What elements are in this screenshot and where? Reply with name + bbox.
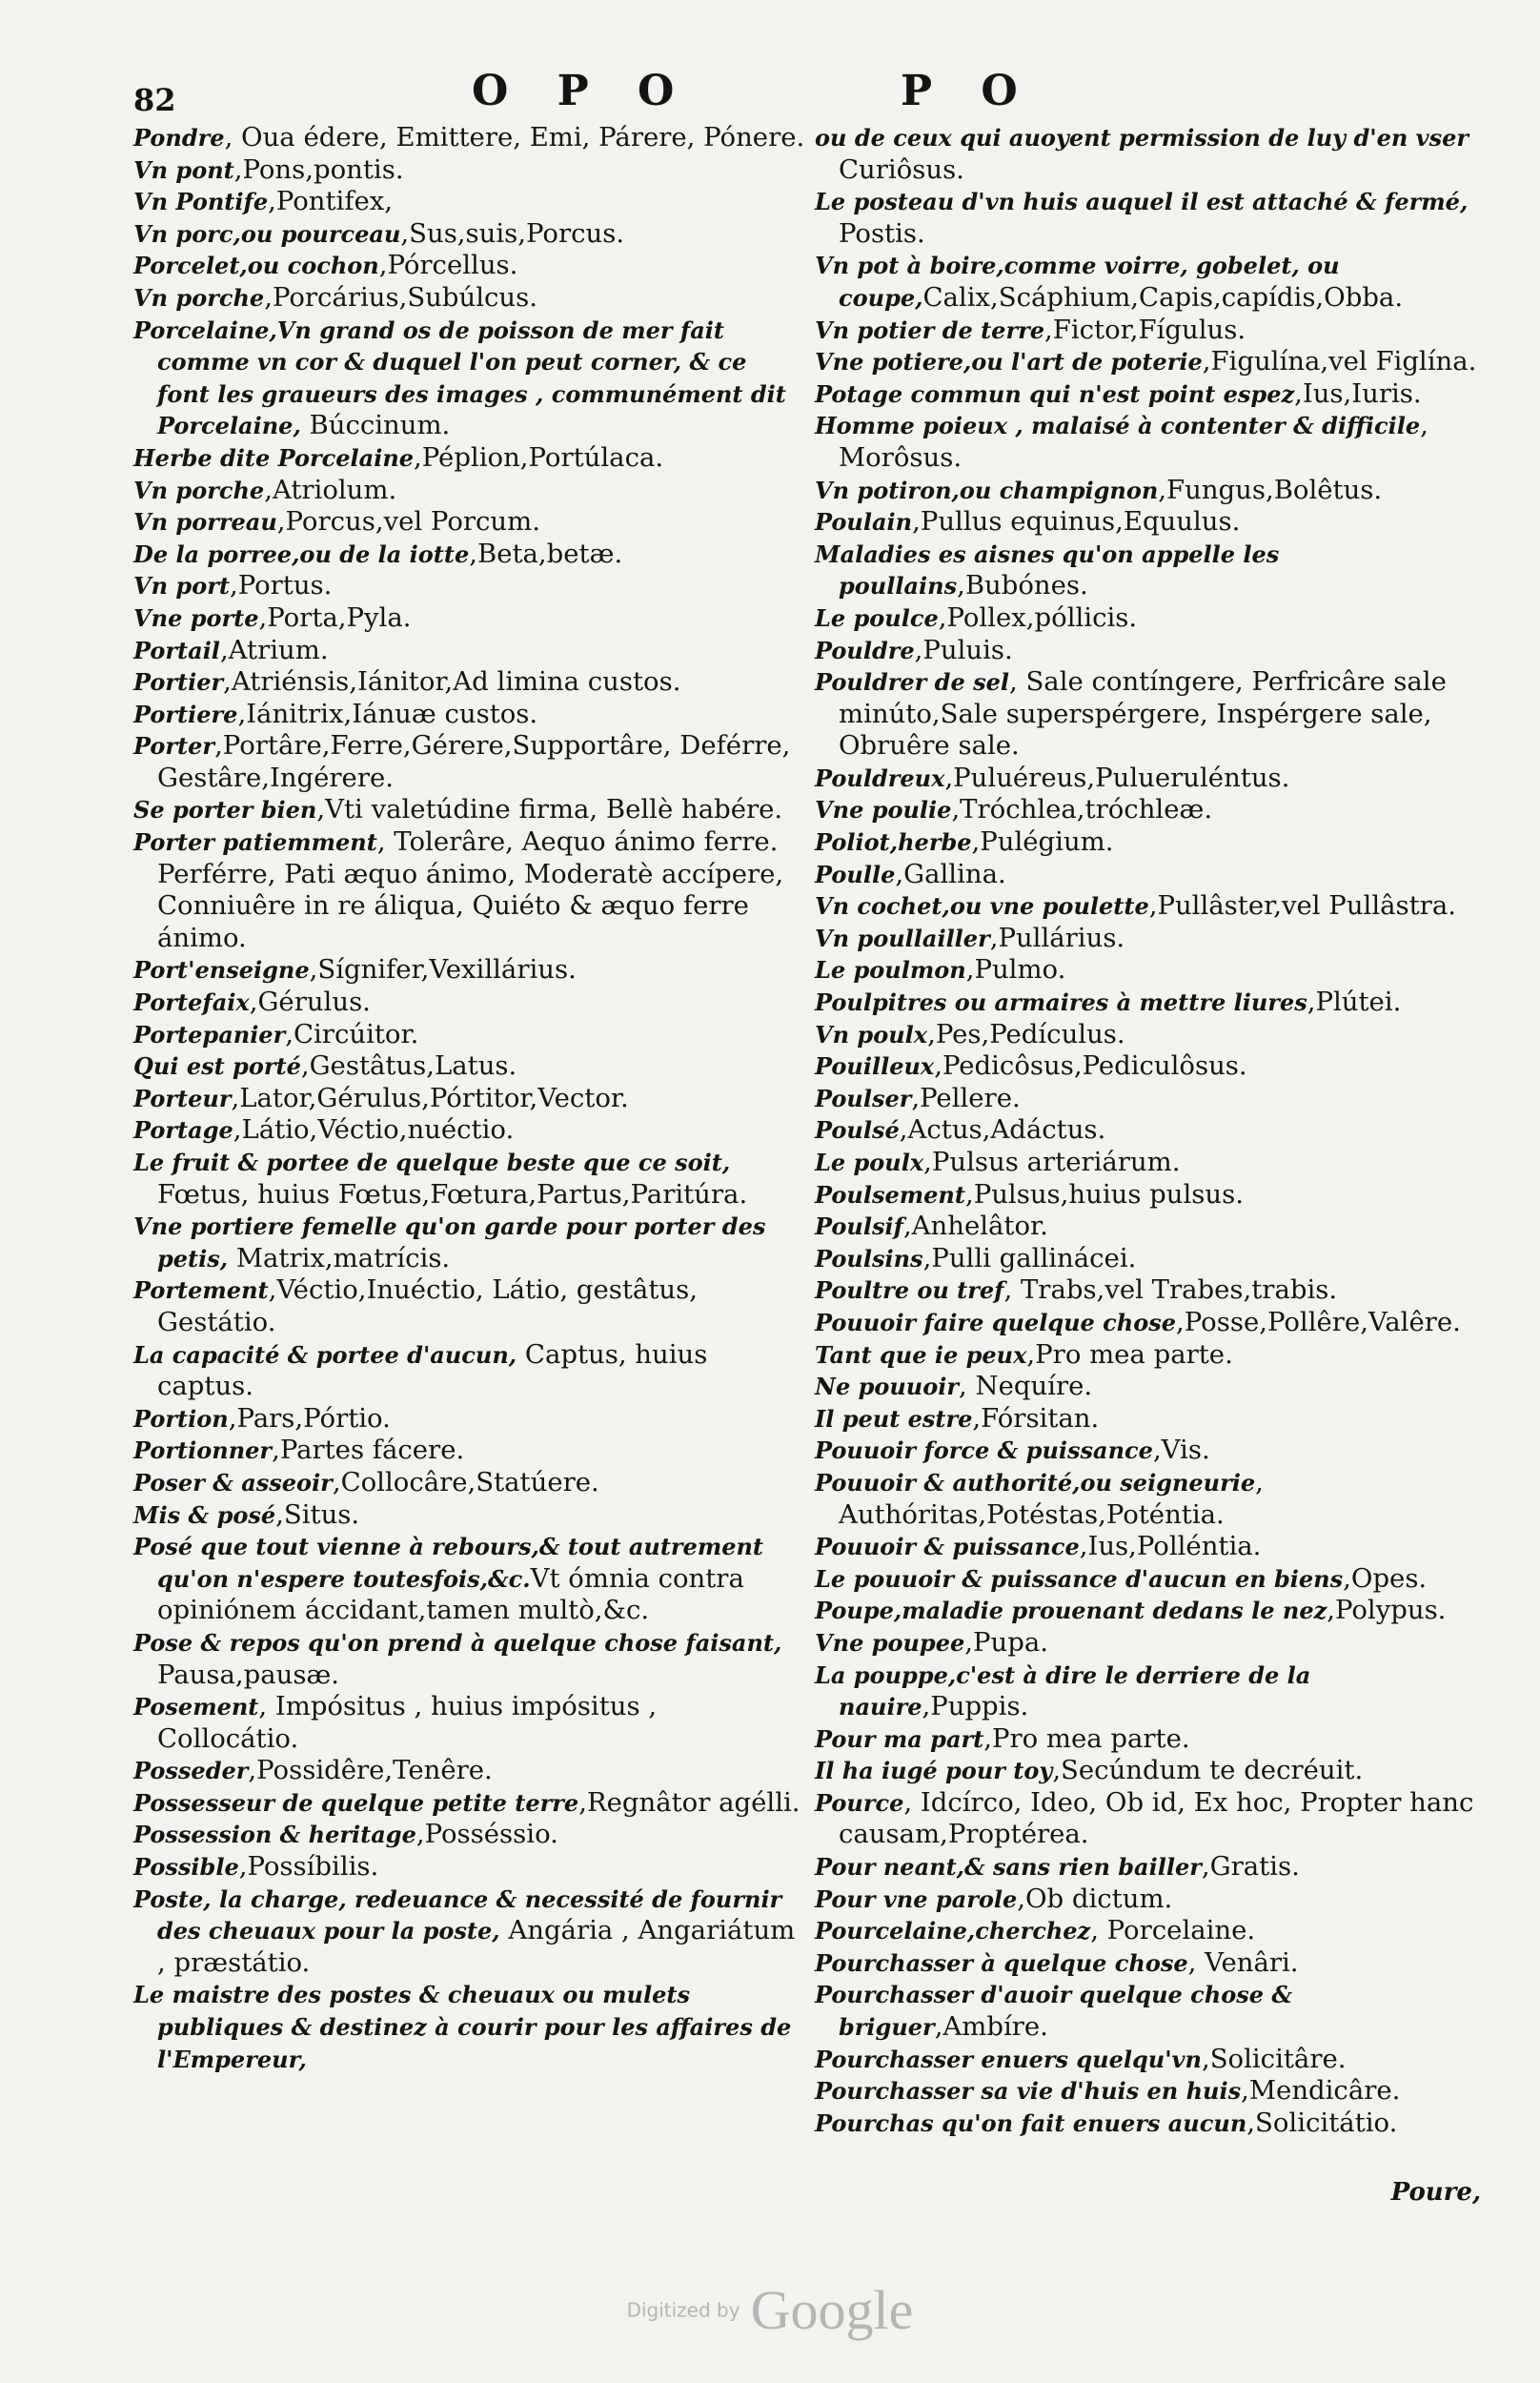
dictionary-entry [815, 923, 1491, 955]
entry-definition: , Porcelaine. [1090, 1915, 1256, 1946]
entry-headword: Vn poulx [815, 1020, 928, 1049]
entry-definition: Vt ómnia contra opiniónem áccidant,tamen multò,&c. [157, 1562, 744, 1626]
dictionary-entry [815, 859, 1491, 891]
entry-headword: Vn pot à boire,comme voirre, gobelet, ou coupe, [815, 252, 1340, 312]
entry-definition: Fœtus, huius Fœtus,Fœtura,Partus,Paritúra. [157, 1178, 748, 1210]
entry-headword: Vne poupee [815, 1628, 965, 1657]
dictionary-entry [815, 315, 1491, 347]
dictionary-entry [133, 794, 805, 826]
entry-headword: Poulsement [815, 1180, 965, 1209]
entry-definition: ,Pullus equinus,Equulus. [912, 506, 1241, 538]
dictionary-entry [815, 1211, 1491, 1243]
entry-definition: ,Pro mea parte. [1026, 1338, 1233, 1370]
entry-headword: Vn potiron,ou champignon [815, 476, 1159, 504]
entry-headword: Pouuoir & authorité,ou seigneurie [815, 1468, 1256, 1497]
entry-headword: Vn poullailler [815, 924, 990, 952]
entry-definition: ,Polypus. [1327, 1595, 1447, 1626]
dictionary-entry [133, 1274, 805, 1338]
dictionary-entry [815, 2108, 1491, 2140]
dictionary-entry [815, 1083, 1491, 1115]
entry-definition: ,Solicitâre. [1201, 2043, 1347, 2074]
entry-definition: ,Gestâtus,Latus. [300, 1050, 517, 1082]
dictionary-entry [133, 1851, 805, 1884]
entry-headword: Vn pont [133, 155, 234, 184]
dictionary-entry [815, 602, 1491, 635]
dictionary-entry [133, 1467, 805, 1499]
entry-headword: Le fruit & portee de quelque beste que ce soit, [133, 1149, 731, 1176]
entry-definition: ,Porcus,vel Porcum. [276, 506, 540, 538]
entry-definition: ,Iánitrix,Iánuæ custos. [237, 698, 538, 729]
left-column [133, 122, 805, 2075]
dictionary-entry [133, 218, 805, 251]
entry-headword: Porter patiemment [133, 828, 377, 857]
dictionary-entry [133, 1339, 805, 1403]
entry-headword: Posé que tout vienne à rebours,& tout autrement qu'on n'espere toutesfois,&c. [133, 1533, 764, 1593]
entry-headword: Poulsé [815, 1116, 900, 1145]
dictionary-entry [133, 1884, 805, 1980]
dictionary-entry [815, 666, 1491, 763]
dictionary-entry [133, 186, 805, 218]
entry-definition: , Idcírco, Ideo, Ob id, Ex hoc, Propter hanc causam,Proptérea. [839, 1786, 1474, 1850]
entry-definition: ,Secúndum te decréuit. [1052, 1755, 1364, 1786]
entry-headword: Pourchas qu'on fait enuers aucun [815, 2108, 1247, 2137]
entry-definition: ,Porta,Pyla. [258, 601, 412, 633]
dictionary-entry [815, 1467, 1491, 1531]
entry-definition: Matrix,matrícis. [228, 1242, 451, 1273]
entry-definition: ,Gallina. [895, 858, 1006, 889]
entry-definition: ,Pontifex, [268, 186, 394, 217]
entry-definition: ,Opes. [1343, 1562, 1428, 1594]
entry-definition: ,Ambíre. [934, 2011, 1048, 2043]
entry-definition: ,Pars,Pórtio. [228, 1402, 391, 1434]
entry-definition: ,Pollex,póllicis. [938, 601, 1138, 633]
dictionary-entry [815, 410, 1491, 474]
dictionary-entry [815, 763, 1491, 795]
entry-definition: , Venâri. [1187, 1946, 1299, 1978]
dictionary-entry [815, 250, 1491, 314]
entry-definition: , Nequíre. [959, 1371, 1093, 1402]
entry-headword: Portier [133, 668, 224, 697]
entry-headword: Pourchasser sa vie d'huis en huis [815, 2077, 1242, 2106]
entry-headword: Vn porc,ou pourceau [133, 219, 401, 248]
dictionary-entry [133, 987, 805, 1019]
entry-headword: Porteur [133, 1084, 232, 1112]
dictionary-entry [815, 1595, 1491, 1627]
entry-definition: ,Véctio,Inuéctio, Látio, gestâtus, Gestátio. [157, 1274, 698, 1337]
dictionary-entry [815, 475, 1491, 507]
entry-headword: Pouuoir faire quelque chose [815, 1308, 1177, 1336]
entry-definition: ,Portus. [229, 570, 333, 601]
dictionary-entry [815, 378, 1491, 411]
entry-definition: Calix,Scáphium,Capis,capídis,Obba. [922, 281, 1404, 313]
dictionary-entry [815, 1179, 1491, 1212]
entry-definition: , Morôsus. [839, 410, 1429, 473]
entry-definition: ,Fórsitan. [972, 1402, 1100, 1434]
entry-definition: ,Pulégium. [971, 826, 1114, 858]
entry-definition: ,Pupa. [964, 1626, 1048, 1658]
entry-definition: ,Pes,Pedículus. [927, 1018, 1125, 1049]
entry-headword: Pouilleux [815, 1052, 935, 1081]
dictionary-entry [133, 666, 805, 699]
dictionary-entry [815, 1563, 1491, 1596]
entry-headword: Poliot,herbe [815, 828, 972, 857]
entry-definition: ,Collocâre,Statúere. [332, 1466, 599, 1497]
entry-definition: , Sale contíngere, Perfricâre sale minúto,Sale superspérgere, Inspérgere sale, Obruêre sale. [839, 666, 1447, 762]
entry-headword: Vn port [133, 572, 230, 601]
entry-definition: ,Lator,Gérulus,Pórtitor,Vector. [231, 1082, 629, 1113]
entry-definition: ,Pullárius. [989, 922, 1125, 953]
dictionary-entry [815, 1307, 1491, 1339]
dictionary-entry [815, 1947, 1491, 1980]
dictionary-entry [815, 1884, 1491, 1916]
entry-definition: ,Pulsus,huius pulsus. [964, 1178, 1244, 1210]
entry-headword: Homme poieux , malaisé à contenter & difficile [815, 412, 1421, 440]
entry-headword: Pouldre [815, 636, 915, 664]
entry-definition: ,Ius,Iuris. [1294, 377, 1422, 409]
entry-definition: ,Atriénsis,Iánitor,Ad limina custos. [223, 666, 681, 698]
dictionary-entry [133, 1691, 805, 1755]
running-head-left: O P O [472, 67, 692, 115]
entry-headword: Pourcelaine,cherchez [815, 1917, 1091, 1945]
entry-headword: Vne poulie [815, 796, 952, 825]
digitization-footer [0, 2278, 1540, 2342]
entry-headword: Qui est porté [133, 1052, 301, 1081]
dictionary-entry [815, 2044, 1491, 2076]
entry-headword: Posement [133, 1693, 259, 1721]
entry-definition: ,Pons,pontis. [233, 153, 404, 185]
entry-definition: ,Tróchlea,tróchleæ. [951, 794, 1213, 825]
entry-headword: Poser & asseoir [133, 1468, 333, 1497]
entry-headword: Vne potiere,ou l'art de poterie [815, 348, 1203, 377]
entry-definition: ,Beta,betæ. [469, 538, 623, 569]
dictionary-entry [133, 1147, 805, 1211]
dictionary-entry [815, 186, 1491, 250]
entry-definition: ,Gratis. [1201, 1851, 1300, 1883]
dictionary-entry [133, 826, 805, 954]
entry-headword: Pourchasser enuers quelqu'vn [815, 2045, 1202, 2073]
entry-definition: ,Plútei. [1307, 987, 1402, 1018]
entry-headword: ou de ceux qui auoyent permission de luy d'en vser [815, 124, 1469, 152]
entry-headword: Possession & heritage [133, 1821, 416, 1849]
entry-definition: ,Pedicôsus,Pediculôsus. [934, 1050, 1247, 1082]
entry-definition: ,Pullâster,vel Pullâstra. [1148, 890, 1456, 922]
entry-definition: ,Posse,Pollêre,Valêre. [1176, 1306, 1461, 1337]
dictionary-entry [815, 1723, 1491, 1756]
entry-headword: Le maistre des postes & cheuaux ou mulets publiques & destinez à courir pour les affaires de l'Empereur, [133, 1981, 792, 2073]
dictionary-entry [133, 1435, 805, 1467]
dictionary-entry [133, 442, 805, 475]
dictionary-entry [133, 1627, 805, 1691]
dictionary-entry [133, 122, 805, 154]
entry-definition: ,Posséssio. [415, 1819, 558, 1850]
entry-headword: Poulpitres ou armaires à mettre liures [815, 988, 1307, 1017]
dictionary-entry [815, 1371, 1491, 1403]
google-logo: Google [750, 2279, 914, 2341]
dictionary-entry [815, 1851, 1491, 1884]
entry-headword: Possible [133, 1853, 239, 1882]
entry-headword: Vn porreau [133, 508, 277, 537]
dictionary-entry [133, 730, 805, 794]
dictionary-entry [815, 1403, 1491, 1436]
dictionary-entry [815, 1019, 1491, 1051]
entry-definition: ,Pellere. [911, 1082, 1021, 1113]
entry-definition: ,Látio,Véctio,nuéctio. [233, 1114, 515, 1146]
dictionary-entry [815, 1243, 1491, 1275]
entry-definition: ,Portâre,Ferre,Gérere,Supportâre, Deférre, Gestâre,Ingérere. [157, 730, 791, 793]
entry-definition: ,Situs. [275, 1498, 360, 1530]
entry-headword: Pour neant,& sans rien bailler [815, 1853, 1202, 1882]
dictionary-entry [133, 1531, 805, 1627]
dictionary-entry [815, 890, 1491, 923]
dictionary-entry [815, 826, 1491, 859]
entry-definition: ,Bubónes. [957, 570, 1088, 601]
entry-definition: ,Atriolum. [264, 474, 397, 505]
entry-headword: Pose & repos qu'on prend à quelque chose faisant, [133, 1628, 782, 1657]
dictionary-entry [815, 1787, 1491, 1851]
dictionary-entry [133, 602, 805, 635]
entry-definition: ,Fungus,Bolêtus. [1158, 474, 1383, 505]
entry-definition: ,Possidêre,Tenêre. [248, 1755, 493, 1786]
catchword: Poure, [1390, 2178, 1481, 2207]
dictionary-entry [815, 506, 1491, 539]
entry-definition: Captus, huius captus. [157, 1338, 708, 1402]
dictionary-entry [815, 1660, 1491, 1723]
entry-definition: ,Sígnifer,Vexillárius. [309, 954, 577, 986]
entry-definition: ,Vis. [1152, 1435, 1210, 1466]
entry-headword: Portail [133, 636, 220, 664]
dictionary-entry [133, 1787, 805, 1820]
dictionary-entry [815, 1627, 1491, 1660]
dictionary-entry [815, 1915, 1491, 1947]
dictionary-entry [815, 346, 1491, 378]
entry-definition: ,Puppis. [922, 1691, 1029, 1722]
dictionary-entry [133, 1979, 805, 2075]
dictionary-entry [815, 794, 1491, 826]
entry-headword: Pourchasser d'auoir quelque chose & briguer [815, 1981, 1293, 2042]
entry-headword: Poulsins [815, 1244, 923, 1273]
entry-headword: Porter [133, 732, 215, 761]
dictionary-entry [815, 1979, 1491, 2043]
entry-definition: , Impósitus , huius impósitus , Collocátio. [157, 1691, 658, 1754]
entry-headword: Pouldreux [815, 764, 945, 792]
entry-headword: Vn cochet,ou vne poulette [815, 892, 1149, 921]
running-head-right: P O [901, 67, 1035, 115]
entry-definition: ,Possíbilis. [238, 1851, 379, 1883]
entry-headword: Porcelet,ou cochon [133, 252, 379, 280]
entry-headword: Vn porche [133, 476, 265, 504]
dictionary-entry [133, 1050, 805, 1083]
entry-headword: Le pouuoir & puissance d'aucun en biens [815, 1564, 1344, 1593]
entry-definition: ,Pulli gallinácei. [922, 1242, 1137, 1273]
entry-headword: Portepanier [133, 1020, 286, 1049]
entry-definition: ,Ius,Polléntia. [1079, 1531, 1262, 1562]
entry-headword: Poulsif [815, 1212, 903, 1241]
entry-headword: Pour ma part [815, 1724, 984, 1753]
entry-definition: Postis. [839, 217, 925, 249]
entry-definition: ,Pulsus arteriárum. [923, 1147, 1181, 1177]
entry-definition: ,Pro mea parte. [983, 1722, 1190, 1754]
entry-headword: Portage [133, 1116, 233, 1145]
entry-headword: Portement [133, 1276, 269, 1305]
dictionary-entry [133, 1819, 805, 1851]
entry-definition: ,Mendicâre. [1241, 2075, 1401, 2107]
dictionary-entry [815, 1755, 1491, 1787]
entry-definition: ,Pulmo. [965, 954, 1066, 986]
entry-headword: Portionner [133, 1436, 273, 1465]
entry-definition: ,Actus,Adáctus. [899, 1114, 1106, 1146]
entry-definition: , Trabs,vel Trabes,trabis. [1003, 1274, 1338, 1306]
dictionary-entry [815, 122, 1491, 186]
dictionary-entry [133, 1211, 805, 1274]
dictionary-entry [133, 635, 805, 667]
dictionary-entry [133, 154, 805, 187]
dictionary-entry [815, 1050, 1491, 1083]
entry-definition: ,Fictor,Fígulus. [1044, 314, 1246, 345]
dictionary-entry [133, 250, 805, 282]
digitized-label: Digitized by [626, 2298, 740, 2322]
dictionary-entry [133, 1403, 805, 1436]
entry-definition: ,Puluéreus,Pulueruléntus. [944, 762, 1290, 793]
entry-headword: La pouppe,c'est à dire le derriere de la nauire [815, 1660, 1311, 1721]
entry-definition: Búccinum. [300, 410, 451, 441]
entry-definition: ,Figulína,vel Figlína. [1202, 346, 1477, 377]
entry-definition: ,Péplion,Portúlaca. [414, 441, 664, 473]
entry-headword: Possesseur de quelque petite terre [133, 1788, 579, 1817]
entry-headword: Pouldrer de sel [815, 668, 1009, 697]
dictionary-entry [133, 539, 805, 571]
entry-definition: ,Pórcellus. [378, 250, 518, 281]
entry-headword: Pource [815, 1788, 904, 1817]
entry-definition: ,Partes fácere. [272, 1435, 465, 1466]
entry-definition: ,Anhelâtor. [902, 1211, 1048, 1242]
entry-definition: ,Porcárius,Subúlcus. [264, 281, 537, 313]
dictionary-entry [815, 1531, 1491, 1563]
dictionary-entry [815, 2075, 1491, 2108]
entry-headword: Poulain [815, 508, 913, 537]
dictionary-entry [133, 1499, 805, 1532]
dictionary-entry [133, 475, 805, 507]
entry-headword: Ne pouuoir [815, 1373, 960, 1401]
entry-definition: ,Vti valetúdine firma, Bellè habére. [316, 794, 783, 825]
entry-headword: Potage commun qui n'est point espez [815, 379, 1295, 408]
entry-headword: Posseder [133, 1757, 249, 1785]
page-number: 82 [133, 82, 176, 118]
entry-definition: , Oua édere, Emittere, Emi, Párere, Pónere. [224, 122, 805, 153]
dictionary-entry [133, 315, 805, 442]
entry-definition: ,Regnâtor agélli. [578, 1786, 800, 1818]
entry-headword: Vn porche [133, 283, 265, 312]
entry-definition: ,Solicitátio. [1246, 2107, 1398, 2138]
entry-headword: Poulser [815, 1084, 912, 1112]
dictionary-entry [815, 539, 1491, 602]
dictionary-entry [815, 1339, 1491, 1372]
entry-headword: De la porree,ou de la iotte [133, 540, 470, 568]
entry-definition: , Tolerâre, Aequo ánimo ferre. Perférre, Pati æquo ánimo, Moderatè accípere, Conniuêre in re áliqua, Quiéto & æquo ferre ánimo. [157, 826, 784, 953]
entry-headword: Portefaix [133, 988, 250, 1017]
dictionary-entry [815, 635, 1491, 667]
entry-headword: Tant que ie peux [815, 1340, 1027, 1369]
entry-definition: ,Sus,suis,Porcus. [400, 217, 625, 249]
right-column [815, 122, 1491, 2139]
entry-headword: Poste, la charge, redeuance & necessité de fournir des cheuaux pour la poste, [133, 1884, 782, 1945]
dictionary-entry [133, 570, 805, 602]
dictionary-entry [133, 1019, 805, 1051]
entry-headword: Mis & posé [133, 1500, 276, 1529]
entry-headword: Le poulx [815, 1149, 924, 1176]
dictionary-entry [133, 1114, 805, 1147]
entry-headword: Pouuoir force & puissance [815, 1436, 1153, 1465]
entry-headword: Se porter bien [133, 796, 317, 825]
entry-headword: Portion [133, 1404, 229, 1433]
dictionary-entry [133, 282, 805, 315]
dictionary-entry [133, 699, 805, 731]
entry-headword: Poultre ou tref [815, 1276, 1004, 1305]
entry-definition: , Authóritas,Potéstas,Poténtia. [839, 1466, 1264, 1530]
dictionary-entry [133, 954, 805, 987]
entry-headword: Vne portiere femelle qu'on garde pour porter des petis, [133, 1212, 766, 1273]
dictionary-entry [133, 506, 805, 539]
dictionary-entry [133, 1755, 805, 1787]
entry-headword: Il ha iugé pour toy [815, 1757, 1053, 1785]
entry-headword: Vn Pontife [133, 188, 269, 216]
entry-headword: Pondre [133, 124, 225, 152]
entry-headword: Le posteau d'vn huis auquel il est attaché & fermé, [815, 188, 1469, 216]
dictionary-entry [815, 1114, 1491, 1147]
entry-headword: Herbe dite Porcelaine [133, 443, 415, 472]
entry-headword: Vn potier de terre [815, 316, 1045, 344]
dictionary-entry [815, 1147, 1491, 1179]
entry-headword: Port'enseigne [133, 956, 310, 985]
entry-headword: Vne porte [133, 603, 259, 632]
entry-definition: Curiôsus. [839, 153, 964, 185]
entry-definition: ,Circúitor. [285, 1018, 419, 1049]
dictionary-entry [815, 1435, 1491, 1467]
dictionary-entry [815, 954, 1491, 987]
dictionary-entry [133, 1083, 805, 1115]
entry-headword: Le poulmon [815, 956, 966, 985]
entry-headword: Poulle [815, 860, 896, 888]
entry-headword: Portiere [133, 700, 238, 728]
dictionary-entry [815, 987, 1491, 1019]
entry-definition: ,Gérulus. [249, 987, 371, 1018]
entry-headword: Poupe,maladie prouenant dedans le nez [815, 1597, 1327, 1625]
entry-headword: Pourchasser à quelque chose [815, 1948, 1188, 1977]
entry-headword: Pouuoir & puissance [815, 1533, 1080, 1561]
entry-definition: ,Puluis. [914, 634, 1013, 665]
dictionary-entry [815, 1274, 1491, 1307]
entry-headword: Le poulce [815, 603, 939, 632]
entry-headword: La capacité & portee d'aucun, [133, 1340, 517, 1369]
entry-headword: Il peut estre [815, 1404, 973, 1433]
entry-headword: Maladies es aisnes qu'on appelle les poullains [815, 540, 1280, 601]
entry-definition: ,Ob dictum. [1017, 1883, 1173, 1914]
entry-headword: Pour vne parole [815, 1884, 1018, 1913]
entry-definition: ,Atrium. [219, 634, 329, 665]
entry-headword: Porcelaine,Vn grand os de poisson de mer fait comme vn cor & duquel l'on peut corner, & ce font les graueurs des images , communément dit Porcelaine, [133, 316, 786, 440]
entry-definition: Pausa,pausæ. [157, 1659, 340, 1690]
entry-definition: Angária , Angariátum , præstátio. [157, 1915, 796, 1978]
